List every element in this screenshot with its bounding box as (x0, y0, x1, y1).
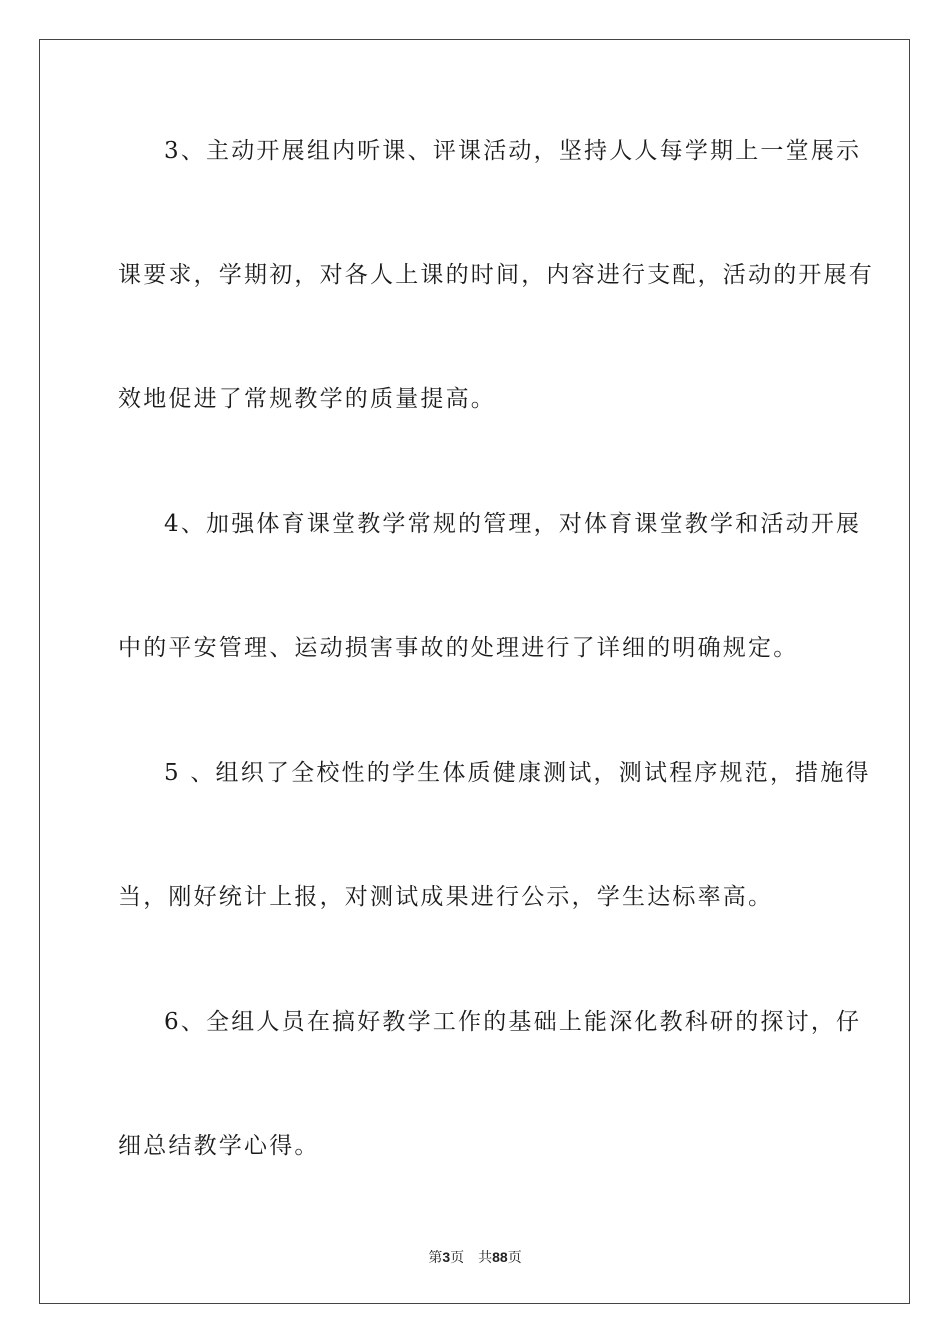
page-footer (0, 1248, 950, 1267)
paragraph-4-line-2: 细总结教学心得。 (118, 1133, 320, 1159)
paragraph-3-line-2: 当，刚好统计上报，对测试成果进行公示，学生达标率高。 (118, 884, 774, 910)
paragraph-1-line-3: 效地促进了常规教学的质量提高。 (118, 386, 496, 412)
page-border (39, 39, 910, 1304)
total-pages: 88 (492, 1249, 508, 1265)
paragraph-1-line-1: 3、主动开展组内听课、评课活动，坚持人人每学期上一堂展示 (164, 138, 862, 164)
page-suffix: 页 (450, 1250, 465, 1266)
paragraph-4-line-1: 6、全组人员在搞好教学工作的基础上能深化教科研的探讨，仔 (164, 1009, 862, 1035)
paragraph-1-line-2: 课要求，学期初，对各人上课的时间，内容进行支配，活动的开展有 (118, 262, 874, 288)
page-prefix: 第 (428, 1250, 443, 1266)
total-suffix: 页 (507, 1250, 522, 1266)
paragraph-3-line-1: 5 、组织了全校性的学生体质健康测试，测试程序规范，措施得 (164, 760, 871, 786)
total-prefix: 共 (478, 1250, 493, 1266)
paragraph-2-line-2: 中的平安管理、运动损害事故的处理进行了详细的明确规定。 (118, 635, 799, 661)
paragraph-2-line-1: 4、加强体育课堂教学常规的管理，对体育课堂教学和活动开展 (164, 511, 862, 537)
page-number: 3 (442, 1249, 451, 1265)
